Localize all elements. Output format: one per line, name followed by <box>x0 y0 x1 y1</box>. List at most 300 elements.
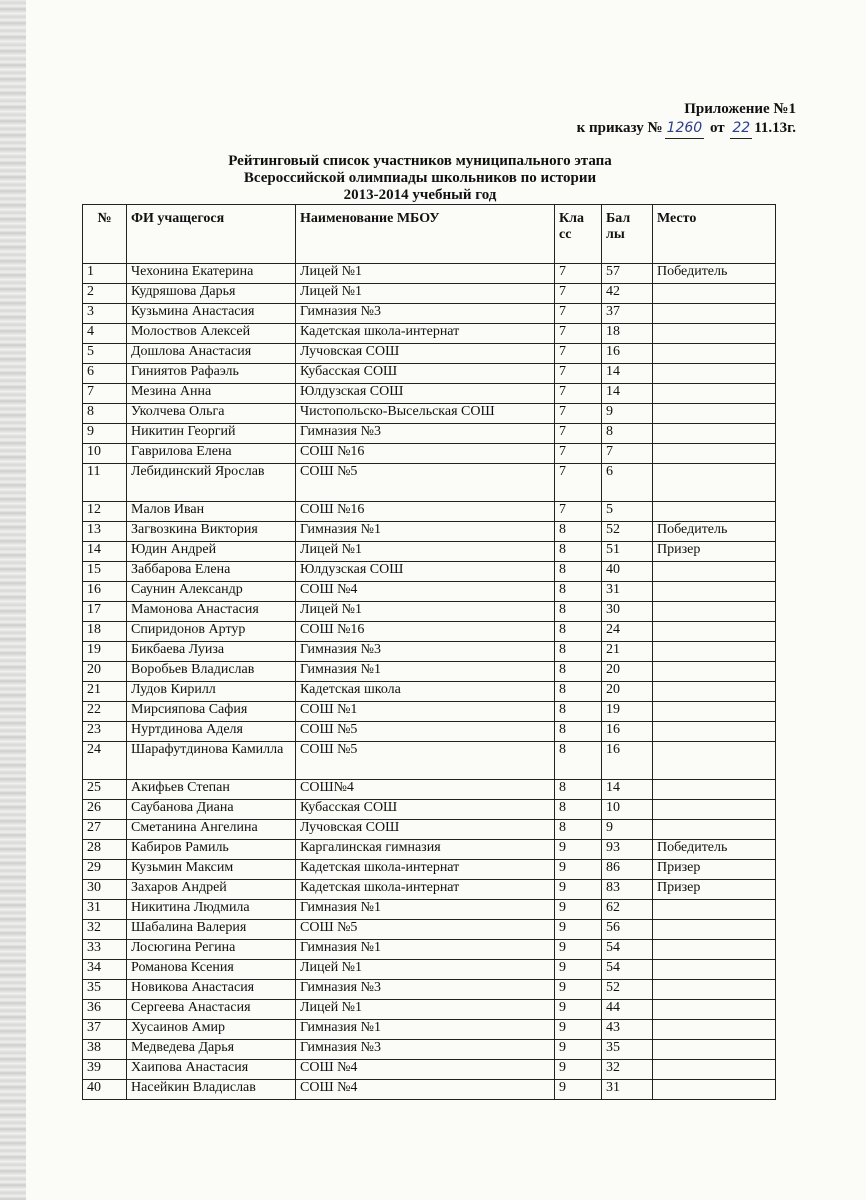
place-result <box>653 1020 776 1040</box>
class-grade: 9 <box>555 840 602 860</box>
row-number: 33 <box>83 940 127 960</box>
table-row <box>83 542 776 562</box>
student-name: Кузьмин Максим <box>127 860 296 880</box>
school-name: Лицей №1 <box>296 264 555 284</box>
student-name: Захаров Андрей <box>127 880 296 900</box>
school-name: СОШ №1 <box>296 702 555 722</box>
class-grade: 9 <box>555 880 602 900</box>
table-row <box>83 702 776 722</box>
student-name: Шарафутдинова Камилла <box>127 742 296 780</box>
class-grade: 8 <box>555 702 602 722</box>
score-points: 40 <box>602 562 653 582</box>
student-name: Романова Ксения <box>127 960 296 980</box>
table-row <box>83 840 776 860</box>
column-header-score: Бал лы <box>602 205 653 264</box>
class-grade: 9 <box>555 900 602 920</box>
row-number: 34 <box>83 960 127 980</box>
table-row <box>83 900 776 920</box>
score-points: 20 <box>602 662 653 682</box>
school-name: Лучовская СОШ <box>296 344 555 364</box>
place-result <box>653 424 776 444</box>
class-grade: 8 <box>555 642 602 662</box>
score-points: 93 <box>602 840 653 860</box>
school-name: Гимназия №1 <box>296 940 555 960</box>
score-points: 19 <box>602 702 653 722</box>
table-header-row <box>83 205 776 264</box>
table-body <box>83 264 776 1100</box>
school-name: СОШ №4 <box>296 1060 555 1080</box>
row-number: 26 <box>83 800 127 820</box>
row-number: 16 <box>83 582 127 602</box>
column-header-class: Кла сс <box>555 205 602 264</box>
order-number: 1260 <box>665 119 705 139</box>
score-points: 83 <box>602 880 653 900</box>
place-result <box>653 800 776 820</box>
place-result: Призер <box>653 542 776 562</box>
place-result <box>653 900 776 920</box>
school-name: Каргалинская гимназия <box>296 840 555 860</box>
class-grade: 9 <box>555 1060 602 1080</box>
class-grade: 9 <box>555 1040 602 1060</box>
student-name: Хаипова Анастасия <box>127 1060 296 1080</box>
score-points: 21 <box>602 642 653 662</box>
row-number: 37 <box>83 1020 127 1040</box>
table-row <box>83 562 776 582</box>
table-row <box>83 940 776 960</box>
table-row <box>83 960 776 980</box>
row-number: 21 <box>83 682 127 702</box>
class-grade: 7 <box>555 444 602 464</box>
row-number: 31 <box>83 900 127 920</box>
place-result <box>653 722 776 742</box>
class-grade: 7 <box>555 284 602 304</box>
place-result <box>653 1040 776 1060</box>
row-number: 1 <box>83 264 127 284</box>
score-points: 62 <box>602 900 653 920</box>
school-name: Кубасская СОШ <box>296 800 555 820</box>
student-name: Насейкин Владислав <box>127 1080 296 1100</box>
student-name: Мирсияпова Сафия <box>127 702 296 722</box>
row-number: 36 <box>83 1000 127 1020</box>
school-name: Кадетская школа-интернат <box>296 880 555 900</box>
table-row <box>83 1020 776 1040</box>
row-number: 27 <box>83 820 127 840</box>
rating-table <box>82 204 776 1100</box>
student-name: Саунин Александр <box>127 582 296 602</box>
school-name: Юлдузская СОШ <box>296 562 555 582</box>
score-points: 44 <box>602 1000 653 1020</box>
place-result <box>653 820 776 840</box>
class-grade: 8 <box>555 820 602 840</box>
table-row <box>83 742 776 780</box>
row-number: 40 <box>83 1080 127 1100</box>
row-number: 2 <box>83 284 127 304</box>
row-number: 39 <box>83 1060 127 1080</box>
score-points: 31 <box>602 1080 653 1100</box>
student-name: Никитин Георгий <box>127 424 296 444</box>
title-line-1: Рейтинговый список участников муниципального этапа <box>228 153 612 169</box>
table-row <box>83 602 776 622</box>
school-name: СОШ№4 <box>296 780 555 800</box>
score-points: 57 <box>602 264 653 284</box>
score-points: 18 <box>602 324 653 344</box>
place-result <box>653 304 776 324</box>
title-line-3: 2013-2014 учебный год <box>343 187 497 203</box>
class-grade: 8 <box>555 542 602 562</box>
school-name: Лицей №1 <box>296 1000 555 1020</box>
table-row <box>83 1000 776 1020</box>
school-name: Гимназия №1 <box>296 1020 555 1040</box>
student-name: Уколчева Ольга <box>127 404 296 424</box>
order-date-rest: 11.13г. <box>754 120 796 136</box>
student-name: Саубанова Диана <box>127 800 296 820</box>
student-name: Чехонина Екатерина <box>127 264 296 284</box>
place-result: Призер <box>653 860 776 880</box>
score-points: 56 <box>602 920 653 940</box>
table-row <box>83 780 776 800</box>
place-result <box>653 582 776 602</box>
place-result <box>653 502 776 522</box>
student-name: Мамонова Анастасия <box>127 602 296 622</box>
place-result <box>653 662 776 682</box>
class-grade: 7 <box>555 264 602 284</box>
class-grade: 8 <box>555 582 602 602</box>
school-name: СОШ №4 <box>296 1080 555 1100</box>
table-row <box>83 444 776 464</box>
row-number: 15 <box>83 562 127 582</box>
school-name: СОШ №5 <box>296 742 555 780</box>
table-row <box>83 424 776 444</box>
score-points: 20 <box>602 682 653 702</box>
class-grade: 9 <box>555 920 602 940</box>
table-row <box>83 1080 776 1100</box>
table-row <box>83 522 776 542</box>
score-points: 14 <box>602 384 653 404</box>
table-row <box>83 284 776 304</box>
score-points: 42 <box>602 284 653 304</box>
row-number: 5 <box>83 344 127 364</box>
score-points: 16 <box>602 722 653 742</box>
school-name: Чистопольско-Высельская СОШ <box>296 404 555 424</box>
score-points: 86 <box>602 860 653 880</box>
title-line-2: Всероссийской олимпиады школьников по истории <box>243 170 597 186</box>
row-number: 10 <box>83 444 127 464</box>
place-result <box>653 940 776 960</box>
score-points: 14 <box>602 780 653 800</box>
school-name: Гимназия №3 <box>296 1040 555 1060</box>
table-row <box>83 324 776 344</box>
student-name: Юдин Андрей <box>127 542 296 562</box>
place-result <box>653 364 776 384</box>
score-points: 51 <box>602 542 653 562</box>
student-name: Гаврилова Елена <box>127 444 296 464</box>
score-points: 54 <box>602 940 653 960</box>
place-result <box>653 464 776 502</box>
score-points: 52 <box>602 980 653 1000</box>
scan-edge-shadow <box>0 0 26 1200</box>
place-result <box>653 1000 776 1020</box>
student-name: Сергеева Анастасия <box>127 1000 296 1020</box>
class-grade: 7 <box>555 364 602 384</box>
student-name: Сметанина Ангелина <box>127 820 296 840</box>
place-result <box>653 980 776 1000</box>
score-points: 31 <box>602 582 653 602</box>
score-points: 30 <box>602 602 653 622</box>
row-number: 25 <box>83 780 127 800</box>
score-points: 24 <box>602 622 653 642</box>
row-number: 29 <box>83 860 127 880</box>
student-name: Воробьев Владислав <box>127 662 296 682</box>
school-name: Лицей №1 <box>296 602 555 622</box>
table-row <box>83 582 776 602</box>
class-grade: 9 <box>555 1080 602 1100</box>
student-name: Лебидинский Ярослав <box>127 464 296 502</box>
table-row <box>83 404 776 424</box>
row-number: 14 <box>83 542 127 562</box>
row-number: 32 <box>83 920 127 940</box>
place-result: Победитель <box>653 522 776 542</box>
table-row <box>83 1060 776 1080</box>
order-from: от <box>709 120 725 136</box>
table-row <box>83 502 776 522</box>
row-number: 23 <box>83 722 127 742</box>
row-number: 38 <box>83 1040 127 1060</box>
row-number: 30 <box>83 880 127 900</box>
student-name: Медведева Дарья <box>127 1040 296 1060</box>
student-name: Молоствов Алексей <box>127 324 296 344</box>
appendix-header <box>577 100 796 139</box>
class-grade: 7 <box>555 384 602 404</box>
school-name: Лицей №1 <box>296 960 555 980</box>
student-name: Гиниятов Рафаэль <box>127 364 296 384</box>
school-name: Кадетская школа-интернат <box>296 860 555 880</box>
student-name: Нуртдинова Аделя <box>127 722 296 742</box>
row-number: 13 <box>83 522 127 542</box>
student-name: Лосюгина Регина <box>127 940 296 960</box>
table-row <box>83 722 776 742</box>
school-name: СОШ №16 <box>296 444 555 464</box>
school-name: Лучовская СОШ <box>296 820 555 840</box>
school-name: Кадетская школа-интернат <box>296 324 555 344</box>
student-name: Шабалина Валерия <box>127 920 296 940</box>
table-row <box>83 920 776 940</box>
column-header-school: Наименование МБОУ <box>296 205 555 264</box>
class-grade: 8 <box>555 602 602 622</box>
place-result <box>653 682 776 702</box>
score-points: 32 <box>602 1060 653 1080</box>
school-name: СОШ №5 <box>296 464 555 502</box>
row-number: 12 <box>83 502 127 522</box>
school-name: Гимназия №3 <box>296 642 555 662</box>
order-prefix: к приказу № <box>576 120 663 136</box>
row-number: 6 <box>83 364 127 384</box>
place-result <box>653 344 776 364</box>
column-header-place: Место <box>653 205 776 264</box>
table-row <box>83 980 776 1000</box>
student-name: Кудряшова Дарья <box>127 284 296 304</box>
score-points: 52 <box>602 522 653 542</box>
score-points: 9 <box>602 404 653 424</box>
score-points: 10 <box>602 800 653 820</box>
table-row <box>83 364 776 384</box>
school-name: Гимназия №1 <box>296 522 555 542</box>
score-points: 54 <box>602 960 653 980</box>
class-grade: 8 <box>555 662 602 682</box>
school-name: Кубасская СОШ <box>296 364 555 384</box>
row-number: 18 <box>83 622 127 642</box>
score-points: 16 <box>602 742 653 780</box>
table-row <box>83 860 776 880</box>
school-name: Гимназия №3 <box>296 980 555 1000</box>
school-name: СОШ №16 <box>296 502 555 522</box>
class-grade: 8 <box>555 682 602 702</box>
table-row <box>83 1040 776 1060</box>
place-result <box>653 1080 776 1100</box>
class-grade: 7 <box>555 304 602 324</box>
row-number: 11 <box>83 464 127 502</box>
student-name: Никитина Людмила <box>127 900 296 920</box>
school-name: СОШ №4 <box>296 582 555 602</box>
school-name: Гимназия №3 <box>296 424 555 444</box>
place-result <box>653 324 776 344</box>
score-points: 43 <box>602 1020 653 1040</box>
school-name: СОШ №5 <box>296 722 555 742</box>
table-row <box>83 820 776 840</box>
place-result <box>653 404 776 424</box>
row-number: 24 <box>83 742 127 780</box>
school-name: СОШ №5 <box>296 920 555 940</box>
school-name: СОШ №16 <box>296 622 555 642</box>
place-result: Призер <box>653 880 776 900</box>
class-grade: 9 <box>555 980 602 1000</box>
score-points: 16 <box>602 344 653 364</box>
class-grade: 8 <box>555 622 602 642</box>
table-row <box>83 880 776 900</box>
place-result <box>653 562 776 582</box>
student-name: Хусаинов Амир <box>127 1020 296 1040</box>
appendix-title: Приложение №1 <box>684 101 796 117</box>
place-result <box>653 702 776 722</box>
student-name: Малов Иван <box>127 502 296 522</box>
table-row <box>83 682 776 702</box>
row-number: 22 <box>83 702 127 722</box>
table-row <box>83 800 776 820</box>
student-name: Лудов Кирилл <box>127 682 296 702</box>
row-number: 3 <box>83 304 127 324</box>
row-number: 20 <box>83 662 127 682</box>
score-points: 7 <box>602 444 653 464</box>
school-name: Лицей №1 <box>296 542 555 562</box>
class-grade: 9 <box>555 940 602 960</box>
place-result <box>653 780 776 800</box>
row-number: 8 <box>83 404 127 424</box>
class-grade: 9 <box>555 1000 602 1020</box>
school-name: Гимназия №3 <box>296 304 555 324</box>
class-grade: 9 <box>555 1020 602 1040</box>
score-points: 9 <box>602 820 653 840</box>
school-name: Лицей №1 <box>296 284 555 304</box>
row-number: 28 <box>83 840 127 860</box>
place-result <box>653 444 776 464</box>
class-grade: 7 <box>555 424 602 444</box>
class-grade: 8 <box>555 742 602 780</box>
school-name: Гимназия №1 <box>296 662 555 682</box>
place-result <box>653 602 776 622</box>
table-row <box>83 464 776 502</box>
row-number: 19 <box>83 642 127 662</box>
table-row <box>83 662 776 682</box>
student-name: Мезина Анна <box>127 384 296 404</box>
student-name: Заббарова Елена <box>127 562 296 582</box>
class-grade: 8 <box>555 722 602 742</box>
class-grade: 8 <box>555 800 602 820</box>
table-row <box>83 622 776 642</box>
student-name: Кузьмина Анастасия <box>127 304 296 324</box>
class-grade: 9 <box>555 960 602 980</box>
student-name: Загвозкина Виктория <box>127 522 296 542</box>
class-grade: 8 <box>555 562 602 582</box>
row-number: 17 <box>83 602 127 622</box>
place-result <box>653 622 776 642</box>
row-number: 9 <box>83 424 127 444</box>
column-header-name: ФИ учащегося <box>127 205 296 264</box>
class-grade: 7 <box>555 404 602 424</box>
place-result: Победитель <box>653 264 776 284</box>
class-grade: 7 <box>555 344 602 364</box>
place-result <box>653 642 776 662</box>
score-points: 6 <box>602 464 653 502</box>
class-grade: 9 <box>555 860 602 880</box>
row-number: 4 <box>83 324 127 344</box>
table-row <box>83 384 776 404</box>
student-name: Бикбаева Луиза <box>127 642 296 662</box>
place-result <box>653 960 776 980</box>
order-day: 22 <box>730 119 752 139</box>
school-name: Гимназия №1 <box>296 900 555 920</box>
place-result: Победитель <box>653 840 776 860</box>
class-grade: 7 <box>555 502 602 522</box>
score-points: 37 <box>602 304 653 324</box>
table-row <box>83 344 776 364</box>
order-reference <box>577 119 796 139</box>
table-row <box>83 642 776 662</box>
class-grade: 7 <box>555 324 602 344</box>
place-result <box>653 1060 776 1080</box>
class-grade: 8 <box>555 780 602 800</box>
place-result <box>653 384 776 404</box>
school-name: Кадетская школа <box>296 682 555 702</box>
column-header-number: № <box>83 205 127 264</box>
place-result <box>653 742 776 780</box>
score-points: 14 <box>602 364 653 384</box>
table-row <box>83 304 776 324</box>
class-grade: 7 <box>555 464 602 502</box>
student-name: Новикова Анастасия <box>127 980 296 1000</box>
student-name: Акифьев Степан <box>127 780 296 800</box>
place-result <box>653 284 776 304</box>
row-number: 35 <box>83 980 127 1000</box>
document-title <box>140 153 700 204</box>
class-grade: 8 <box>555 522 602 542</box>
score-points: 5 <box>602 502 653 522</box>
score-points: 35 <box>602 1040 653 1060</box>
school-name: Юлдузская СОШ <box>296 384 555 404</box>
row-number: 7 <box>83 384 127 404</box>
student-name: Спиридонов Артур <box>127 622 296 642</box>
place-result <box>653 920 776 940</box>
score-points: 8 <box>602 424 653 444</box>
table-row <box>83 264 776 284</box>
